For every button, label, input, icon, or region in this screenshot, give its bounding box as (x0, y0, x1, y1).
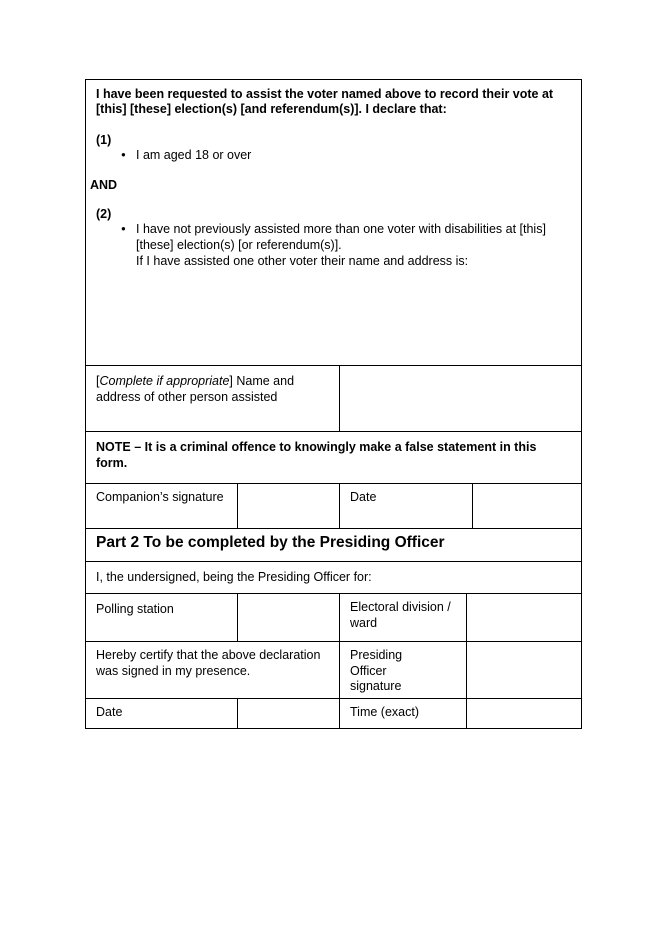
item-2-number: (2) (96, 207, 112, 221)
time-exact-label: Time (exact) (339, 698, 467, 729)
and-label: AND (90, 178, 118, 192)
electoral-division-field[interactable] (466, 593, 582, 642)
companion-date-field[interactable] (472, 483, 582, 529)
companion-signature-label: Companion’s signature (85, 483, 238, 529)
polling-station-field[interactable] (237, 593, 340, 642)
other-person-value-field[interactable] (339, 365, 582, 432)
part2-date-field[interactable] (237, 698, 340, 729)
declaration-box (85, 79, 582, 366)
electoral-division-label: Electoral division / ward (339, 593, 467, 642)
polling-station-label: Polling station (85, 593, 238, 642)
presiding-officer-signature-field[interactable] (466, 641, 582, 699)
companion-signature-field[interactable] (237, 483, 340, 529)
declaration-intro: I have been requested to assist the voter named above to record their vote at [this] [these] election(s) [and referendum(s)]. I declare that: (96, 87, 554, 116)
other-person-label-open: [ (96, 374, 100, 388)
presiding-officer-signature-label: Presiding Officer signature (339, 641, 467, 699)
item-2-follow: If I have assisted one other voter their name and address is: (136, 254, 469, 268)
item-2-list (96, 221, 571, 269)
item-1-number: (1) (96, 133, 112, 147)
criminal-offence-note: NOTE – It is a criminal offence to knowingly make a false statement in this form. (85, 431, 582, 484)
part2-intro: I, the undersigned, being the Presiding Officer for: (85, 561, 582, 594)
item-1-bullet: ● I am aged 18 or over (136, 147, 571, 163)
part2-date-label: Date (85, 698, 238, 729)
time-exact-field[interactable] (466, 698, 582, 729)
other-person-label-cell (85, 365, 340, 432)
certify-text: Hereby certify that the above declaration was signed in my presence. (85, 641, 340, 699)
part2-heading: Part 2 To be completed by the Presiding Officer (85, 528, 582, 562)
other-person-label-italic: Complete if appropriate (99, 374, 230, 388)
other-person-label-rest: ] Name and address of other person assisted (96, 374, 295, 404)
item-2-bullet: ● I have not previously assisted more than one voter with disabilities at [this] [these] election(s) [or referendum(s)]. (136, 221, 571, 253)
companion-date-label: Date (339, 483, 473, 529)
item-1-list (96, 147, 571, 163)
